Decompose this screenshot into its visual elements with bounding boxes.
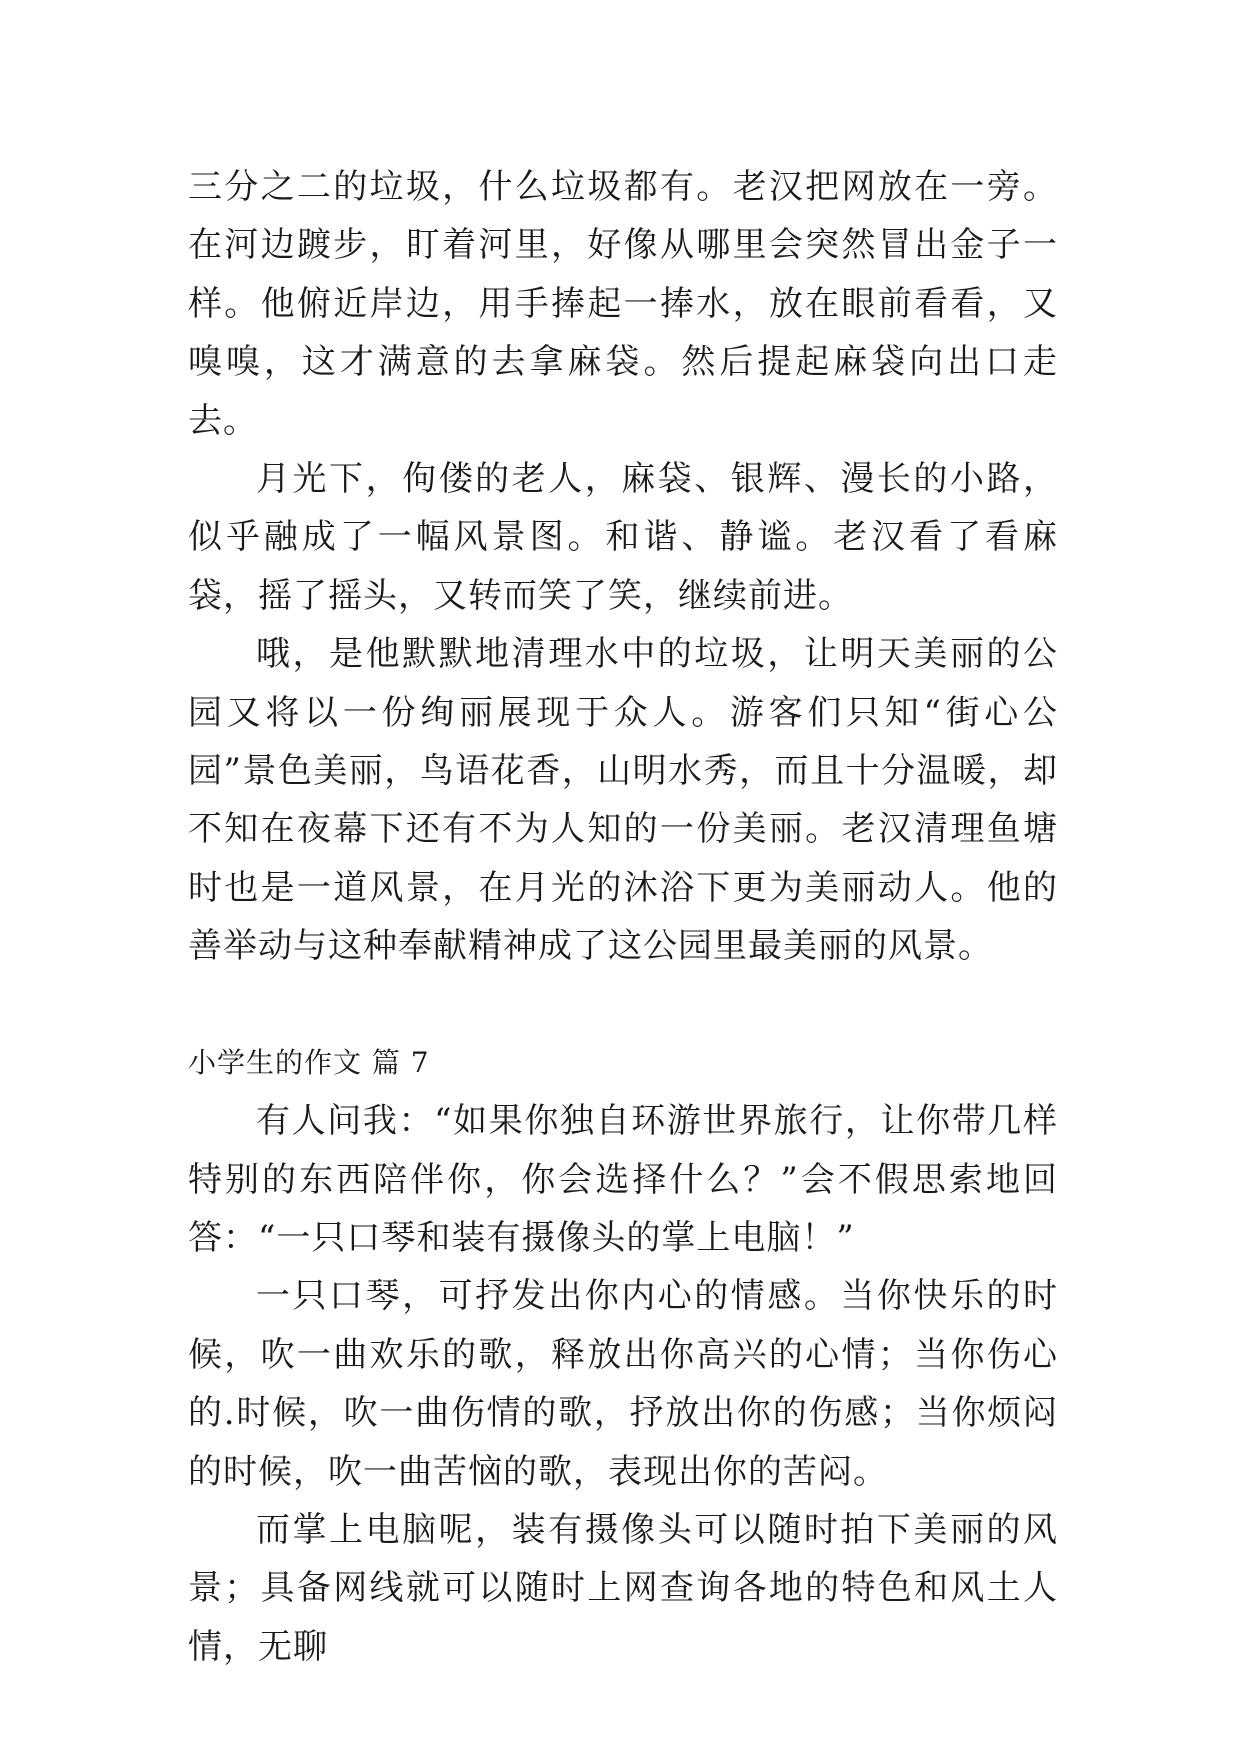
document-page	[188, 158, 1058, 1676]
section-heading: 小学生的作文 篇 7	[188, 1045, 430, 1079]
paragraph-question: 有人问我：“如果你独自环游世界旅行，让你带几样特别的东西陪伴你，你会选择什么？”会不假思索地回答：“一只口琴和装有摄像头的掌上电脑！”	[188, 1101, 1058, 1258]
paragraph-moonlight: 月光下，佝偻的老人，麻袋、银辉、漫长的小路，似乎融成了一幅风景图。和谐、静谧。老汉看了看麻袋，摇了摇头，又转而笑了笑，继续前进。	[188, 459, 1058, 616]
paragraph-cleaning: 哦，是他默默地清理水中的垃圾，让明天美丽的公园又将以一份绚丽展现于众人。游客们只知“街心公园”景色美丽，鸟语花香，山明水秀，而且十分温暖，却不知在夜幕下还有不为人知的一份美丽。老汉清理鱼塘时也是一道风景，在月光的沐浴下更为美丽动人。他的善举动与这种奉献精神成了这公园里最美丽的风景。	[188, 634, 1058, 967]
paragraph-computer: 而掌上电脑呢，装有摄像头可以随时拍下美丽的风景；具备网线就可以随时上网查询各地的特色和风土人情，无聊	[188, 1509, 1058, 1667]
paragraph-harmonica: 一只口琴，可抒发出你内心的情感。当你快乐的时候，吹一曲欢乐的歌，释放出你高兴的心情；当你伤心的.时候，吹一曲伤情的歌，抒放出你的伤感；当你烦闷的时候，吹一曲苦恼的歌，表现出你的苦闷。	[188, 1276, 1058, 1492]
section-spacer	[188, 976, 1058, 1034]
paragraph-continued: 三分之二的垃圾，什么垃圾都有。老汉把网放在一旁。在河边踱步，盯着河里，好像从哪里会突然冒出金子一样。他俯近岸边，用手捧起一捧水，放在眼前看看，又嗅嗅，这才满意的去拿麻袋。然后提起麻袋向出口走去。	[188, 167, 1058, 441]
